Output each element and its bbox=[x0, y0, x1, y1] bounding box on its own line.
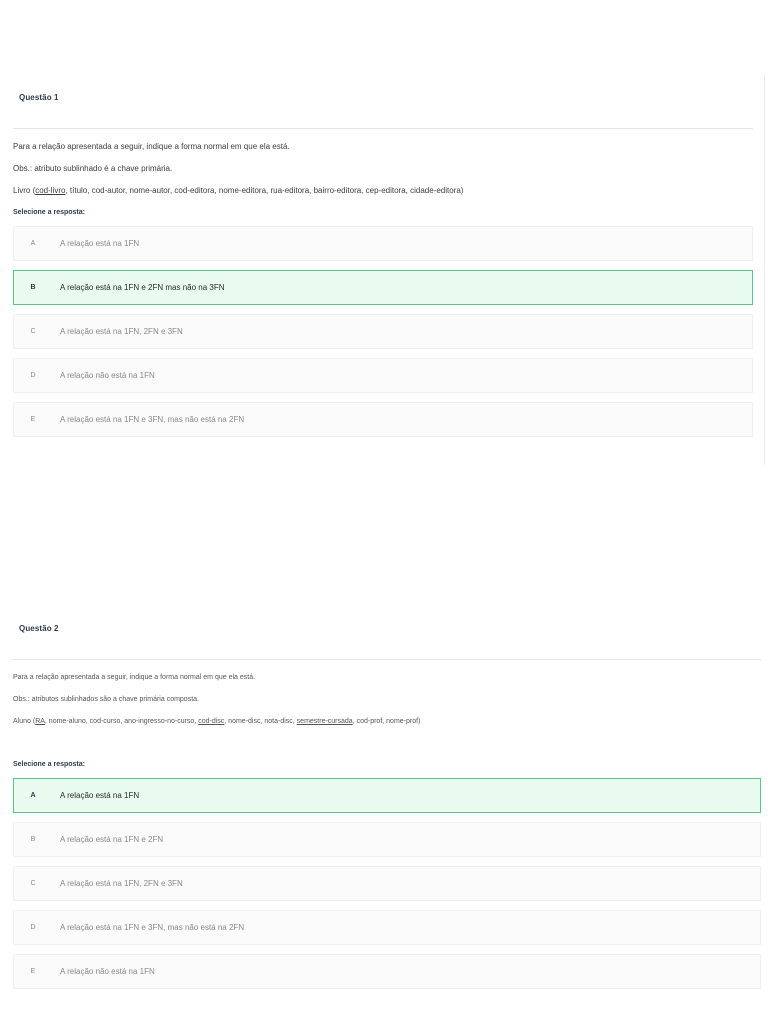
question-1 bbox=[13, 83, 753, 446]
scrollbar-track[interactable] bbox=[764, 75, 765, 465]
option-text: A relação está na 1FN e 3FN, mas não está na 2FN bbox=[60, 923, 245, 932]
answer-option-a[interactable] bbox=[13, 226, 753, 261]
primary-key-part: RA bbox=[35, 718, 45, 725]
answer-option-b[interactable] bbox=[13, 270, 753, 305]
option-text: A relação está na 1FN bbox=[60, 239, 140, 248]
answer-option-c[interactable] bbox=[13, 314, 753, 349]
relation-schema bbox=[13, 186, 753, 196]
option-letter: B bbox=[30, 836, 36, 843]
option-text: A relação está na 1FN e 2FN bbox=[60, 835, 164, 844]
option-text: A relação está na 1FN, 2FN e 3FN bbox=[60, 327, 183, 336]
option-letter: D bbox=[30, 372, 36, 379]
answer-option-d[interactable] bbox=[13, 910, 761, 945]
relation-attributes: , cod-prof, nome-prof) bbox=[352, 718, 421, 725]
answer-options bbox=[13, 226, 753, 446]
primary-key-part: cod-disc bbox=[198, 718, 225, 725]
option-text: A relação está na 1FN, 2FN e 3FN bbox=[60, 879, 183, 888]
question-title: Questão 1 bbox=[19, 92, 59, 102]
question-note: Obs.: atributo sublinhado é a chave primária. bbox=[13, 164, 173, 173]
relation-schema bbox=[13, 717, 761, 727]
option-letter: D bbox=[30, 924, 36, 931]
option-text: A relação está na 1FN e 2FN mas não na 3FN bbox=[60, 283, 225, 292]
answer-options bbox=[13, 778, 761, 998]
option-letter: C bbox=[30, 328, 36, 335]
question-title: Questão 2 bbox=[19, 623, 59, 633]
divider bbox=[13, 128, 753, 129]
question-prompt: Para a relação apresentada a seguir, indique a forma normal em que ela está. bbox=[13, 142, 290, 151]
question-prompt: Para a relação apresentada a seguir, indique a forma normal em que ela está. bbox=[13, 674, 256, 681]
option-text: A relação está na 1FN bbox=[60, 791, 140, 800]
primary-key: cod-livro bbox=[35, 186, 66, 195]
option-text: A relação não está na 1FN bbox=[60, 967, 155, 976]
option-text: A relação não está na 1FN bbox=[60, 371, 155, 380]
option-letter: B bbox=[30, 284, 36, 291]
divider bbox=[13, 659, 761, 660]
select-answer-label: Selecione a resposta: bbox=[13, 209, 85, 216]
option-letter: A bbox=[30, 792, 36, 799]
question-header bbox=[13, 83, 753, 111]
answer-option-e[interactable] bbox=[13, 954, 761, 989]
relation-attributes: , título, cod-autor, nome-autor, cod-editora, nome-editora, rua-editora, bairro-editora, cep-editora, cidade-editora) bbox=[65, 186, 464, 195]
question-header bbox=[13, 614, 761, 642]
primary-key-part: semestre-cursada bbox=[296, 718, 353, 725]
option-text: A relação está na 1FN e 3FN, mas não está na 2FN bbox=[60, 415, 245, 424]
answer-option-c[interactable] bbox=[13, 866, 761, 901]
question-body bbox=[13, 673, 761, 768]
option-letter: E bbox=[30, 968, 36, 975]
question-note: Obs.: atributos sublinhados são a chave primária composta. bbox=[13, 696, 199, 703]
relation-prefix: Livro ( bbox=[13, 186, 36, 195]
question-2 bbox=[13, 614, 761, 998]
answer-option-e[interactable] bbox=[13, 402, 753, 437]
relation-attributes: , nome-disc, nota-disc, bbox=[224, 718, 297, 725]
option-letter: C bbox=[30, 880, 36, 887]
relation-prefix: Aluno ( bbox=[13, 718, 36, 725]
answer-option-b[interactable] bbox=[13, 822, 761, 857]
relation-attributes: , nome-aluno, cod-curso, ano-ingresso-no-curso, bbox=[44, 718, 199, 725]
answer-option-d[interactable] bbox=[13, 358, 753, 393]
option-letter: E bbox=[30, 416, 36, 423]
select-answer-label: Selecione a resposta: bbox=[13, 761, 85, 768]
answer-option-a[interactable] bbox=[13, 778, 761, 813]
option-letter: A bbox=[30, 240, 36, 247]
question-body bbox=[13, 142, 753, 216]
